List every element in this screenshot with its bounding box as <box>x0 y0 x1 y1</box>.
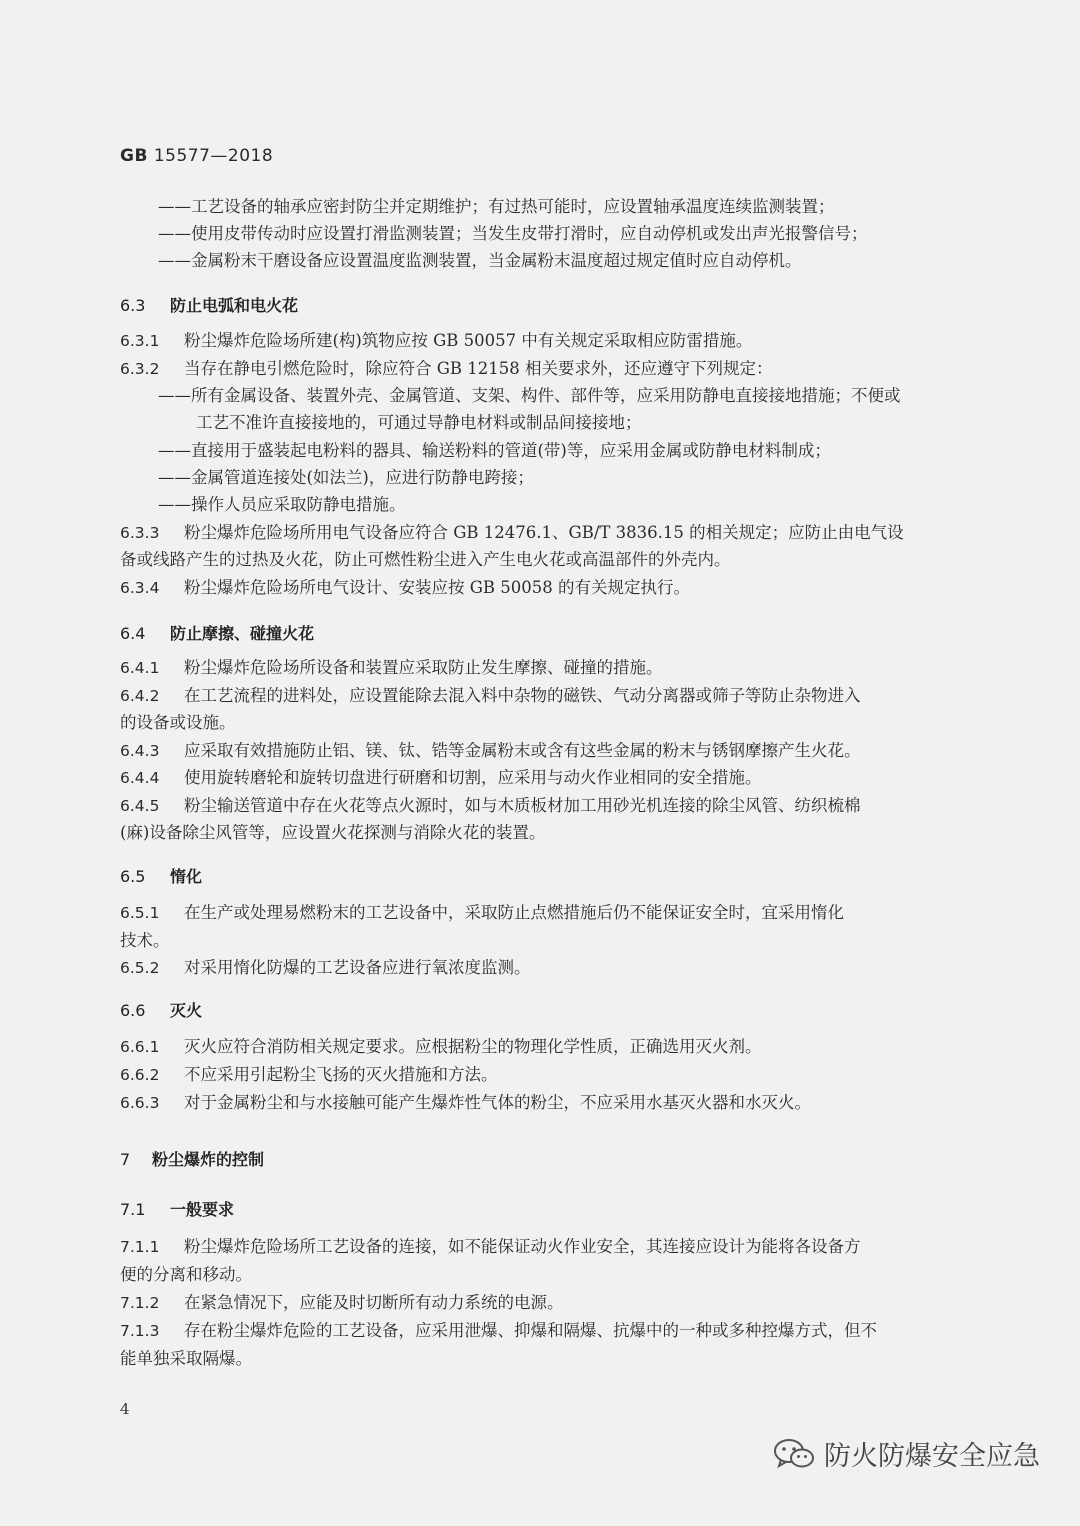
section-heading: 6.6 灭火 <box>120 1001 203 1020</box>
text-line: 技术。 <box>120 931 170 950</box>
clause-6-3-4: 6.3.4 粉尘爆炸危险场所电气设计、安装应按 GB 50058 的有关规定执行。 <box>120 578 691 597</box>
clause-6-6-1: 6.6.1 灭火应符合消防相关规定要求。应根据粉尘的物理化学性质，正确选用灭火剂。 <box>120 1037 762 1056</box>
watermark <box>772 1434 1040 1473</box>
text-line: ——所有金属设备、装置外壳、金属管道、支架、构件、部件等，应采用防静电直接接地措施；不便或 <box>158 386 901 405</box>
text-line: ——直接用于盛装起电粉料的器具、输送粉料的管道(带)等，应采用金属或防静电材料制成； <box>158 441 831 460</box>
text-line: ——金属管道连接处(如法兰)，应进行防静电跨接； <box>158 468 534 487</box>
section-heading: 6.4 防止摩擦、碰撞火花 <box>120 624 315 643</box>
chapter-heading: 7 粉尘爆炸的控制 <box>120 1150 265 1169</box>
text-line: 便的分离和移动。 <box>120 1265 252 1284</box>
page-number: 4 <box>120 1400 130 1418</box>
header-code: 15577—2018 <box>153 146 274 166</box>
clause-6-4-3: 6.4.3 应采取有效措施防止铝、镁、钛、锆等金属粉末或含有这些金属的粉末与锈钢摩擦产生火花。 <box>120 741 861 760</box>
clause-7-1-2: 7.1.2 在紧急情况下，应能及时切断所有动力系统的电源。 <box>120 1293 564 1312</box>
text-line: ——使用皮带传动时应设置打滑监测装置；当发生皮带打滑时，应自动停机或发出声光报警信号； <box>158 224 868 243</box>
clause-6-3-1: 6.3.1 粉尘爆炸危险场所建(构)筑物应按 GB 50057 中有关规定采取相应防雷措施。 <box>120 331 753 350</box>
clause-6-3-3: 6.3.3 粉尘爆炸危险场所用电气设备应符合 GB 12476.1、GB/T 3836.15 的相关规定；应防止由电气设 <box>120 523 904 542</box>
clause-6-3-2: 6.3.2 当存在静电引燃危险时，除应符合 GB 12158 相关要求外，还应遵守下列规定： <box>120 359 773 378</box>
text-line: ——工艺设备的轴承应密封防尘并定期维护；有过热可能时，应设置轴承温度连续监测装置； <box>158 197 835 216</box>
text-line: 能单独采取隔爆。 <box>120 1349 252 1368</box>
clause-7-1-1: 7.1.1 粉尘爆炸危险场所工艺设备的连接，如不能保证动火作业安全，其连接应设计为能将各设备方 <box>120 1237 861 1256</box>
clause-6-6-3: 6.6.3 对于金属粉尘和与水接触可能产生爆炸性气体的粉尘，不应采用水基灭火器和水灭火。 <box>120 1093 811 1112</box>
watermark-text: 防火防爆安全应急 <box>824 1441 1040 1472</box>
section-heading: 6.5 惰化 <box>120 867 203 886</box>
text-line: 的设备或设施。 <box>120 713 236 732</box>
clause-6-5-2: 6.5.2 对采用惰化防爆的工艺设备应进行氧浓度监测。 <box>120 958 531 977</box>
text-line: (麻)设备除尘风管等，应设置火花探测与消除火花的装置。 <box>120 823 546 842</box>
clause-6-4-2: 6.4.2 在工艺流程的进料处，应设置能除去混入料中杂物的磁铁、气动分离器或筛子等防止杂物进入 <box>120 686 861 705</box>
clause-7-1-3: 7.1.3 存在粉尘爆炸危险的工艺设备，应采用泄爆、抑爆和隔爆、抗爆中的一种或多种控爆方式，但不 <box>120 1321 877 1340</box>
clause-6-4-1: 6.4.1 粉尘爆炸危险场所设备和装置应采取防止发生摩擦、碰撞的措施。 <box>120 658 663 677</box>
clause-6-4-4: 6.4.4 使用旋转磨轮和旋转切盘进行研磨和切割，应采用与动火作业相同的安全措施。 <box>120 768 762 787</box>
section-heading: 6.3 防止电弧和电火花 <box>120 296 299 315</box>
clause-6-5-1: 6.5.1 在生产或处理易燃粉末的工艺设备中，采取防止点燃措施后仍不能保证安全时，宜采用惰化 <box>120 903 844 922</box>
section-heading: 7.1 一般要求 <box>120 1200 235 1219</box>
clause-6-4-5: 6.4.5 粉尘输送管道中存在火花等点火源时，如与木质板材加工用砂光机连接的除尘风管、纺织梳棉 <box>120 796 861 815</box>
text-line: 工艺不准许直接接地的，可通过导静电材料或制品间接接地； <box>196 413 642 432</box>
clause-6-6-2: 6.6.2 不应采用引起粉尘飞扬的灭火措施和方法。 <box>120 1065 498 1084</box>
text-line: ——金属粉末干磨设备应设置温度监测装置，当金属粉末温度超过规定值时应自动停机。 <box>158 251 802 270</box>
header-prefix: GB <box>120 146 148 166</box>
document-header <box>120 146 273 166</box>
text-line: 备或线路产生的过热及火花，防止可燃性粉尘进入产生电火花或高温部件的外壳内。 <box>120 550 731 569</box>
wechat-icon <box>772 1437 816 1471</box>
text-line: ——操作人员应采取防静电措施。 <box>158 495 406 514</box>
